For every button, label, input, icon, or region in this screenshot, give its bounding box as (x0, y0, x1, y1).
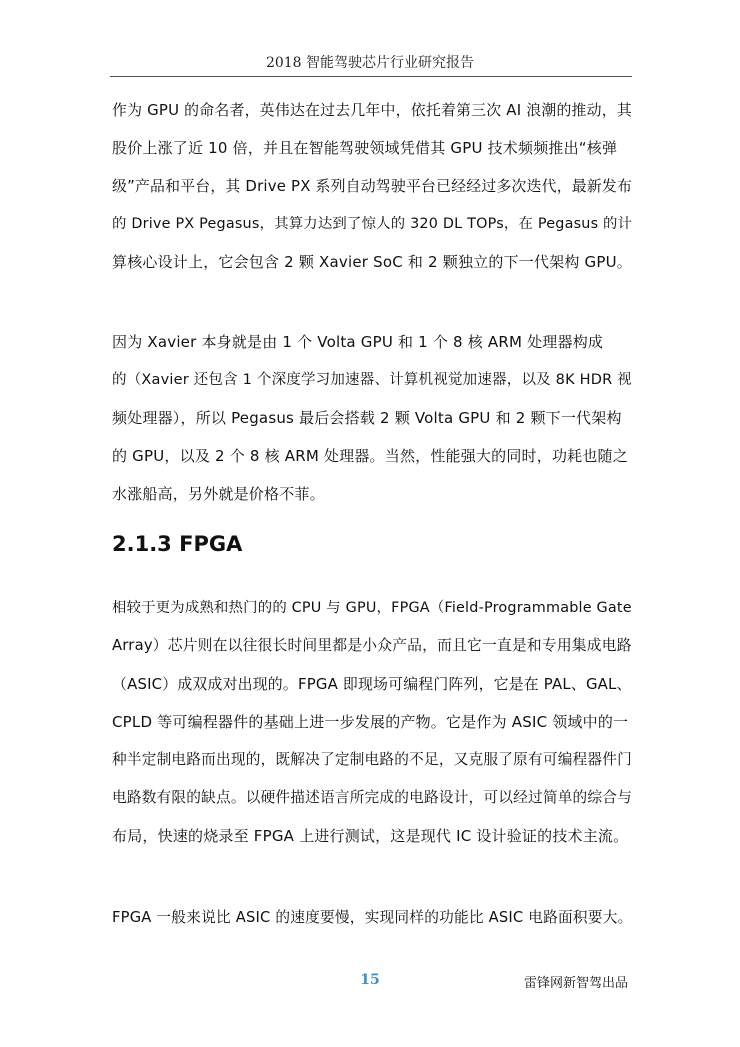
section-heading: 2.1.3 FPGA (112, 532, 243, 556)
paragraph-line: FPGA 一般来说比 ASIC 的速度要慢，实现同样的功能比 ASIC 电路面积要大。 (112, 909, 633, 926)
paragraph-line: 的（Xavier 还包含 1 个深度学习加速器、计算机视觉加速器，以及 8K HDR 视 (112, 372, 632, 388)
paragraph-line: 作为 GPU 的命名者，英伟达在过去几年中，依托着第三次 AI 浪潮的推动，其 (112, 101, 632, 119)
paragraph-line: 种半定制电路而出现的，既解决了定制电路的不足，又克服了原有可编程器件门 (112, 751, 632, 768)
paragraph-line: Array）芯片则在以往很长时间里都是小众产品，而且它一直是和专用集成电路 (112, 637, 632, 654)
paragraph-line: 布局，快速的烧录至 FPGA 上进行测试，这是现代 IC 设计验证的技术主流。 (112, 827, 629, 845)
paragraph-line: 算核心设计上，它会包含 2 颗 Xavier SoC 和 2 颗独立的下一代架构 GPU。 (112, 253, 632, 271)
paragraph-line: （ASIC）成双成对出现的。FPGA 即现场可编程门阵列，它是在 PAL、GAL、 (112, 675, 632, 693)
paragraph-line: 相较于更为成熟和热门的的 CPU 与 GPU，FPGA（Field-Programmable Gate (112, 600, 632, 616)
paragraph-gpu-nvidia (112, 91, 632, 281)
paragraph-fpga-intro (112, 589, 632, 855)
paragraph-line: 因为 Xavier 本身就是由 1 个 Volta GPU 和 1 个 8 核 ARM 处理器构成 (112, 333, 604, 351)
page-number: 15 (360, 972, 380, 988)
paragraph-line: 电路数有限的缺点。以硬件描述语言所完成的电路设计，可以经过简单的综合与 (112, 789, 632, 806)
paragraph-line: 的 GPU，以及 2 个 8 核 ARM 处理器。当然，性能强大的同时，功耗也随之 (112, 447, 628, 465)
paragraph-xavier (112, 323, 632, 513)
paragraph-line: 股价上涨了近 10 倍，并且在智能驾驶领域凭借其 GPU 技术频频推出“核弹 (112, 139, 618, 157)
paragraph-line: 的 Drive PX Pegasus，其算力达到了惊人的 320 DL TOPs，在 Pegasus 的计 (112, 216, 633, 232)
paragraph-line: 水涨船高，另外就是价格不菲。 (112, 485, 325, 503)
paragraph-fpga-speed (112, 899, 632, 937)
publisher-credit: 雷锋网新智驾出品 (523, 976, 628, 991)
header-divider (110, 76, 632, 77)
paragraph-line: 频处理器），所以 Pegasus 最后会搭载 2 颗 Volta GPU 和 2 颗下一代架构 (112, 409, 622, 427)
paragraph-line: CPLD 等可编程器件的基础上进一步发展的产物。它是作为 ASIC 领域中的一 (112, 713, 629, 731)
page-header-title: 2018 智能驾驶芯片行业研究报告 (265, 55, 475, 71)
paragraph-line: 级”产品和平台，其 Drive PX 系列自动驾驶平台已经经过多次迭代，最新发布 (112, 177, 633, 195)
